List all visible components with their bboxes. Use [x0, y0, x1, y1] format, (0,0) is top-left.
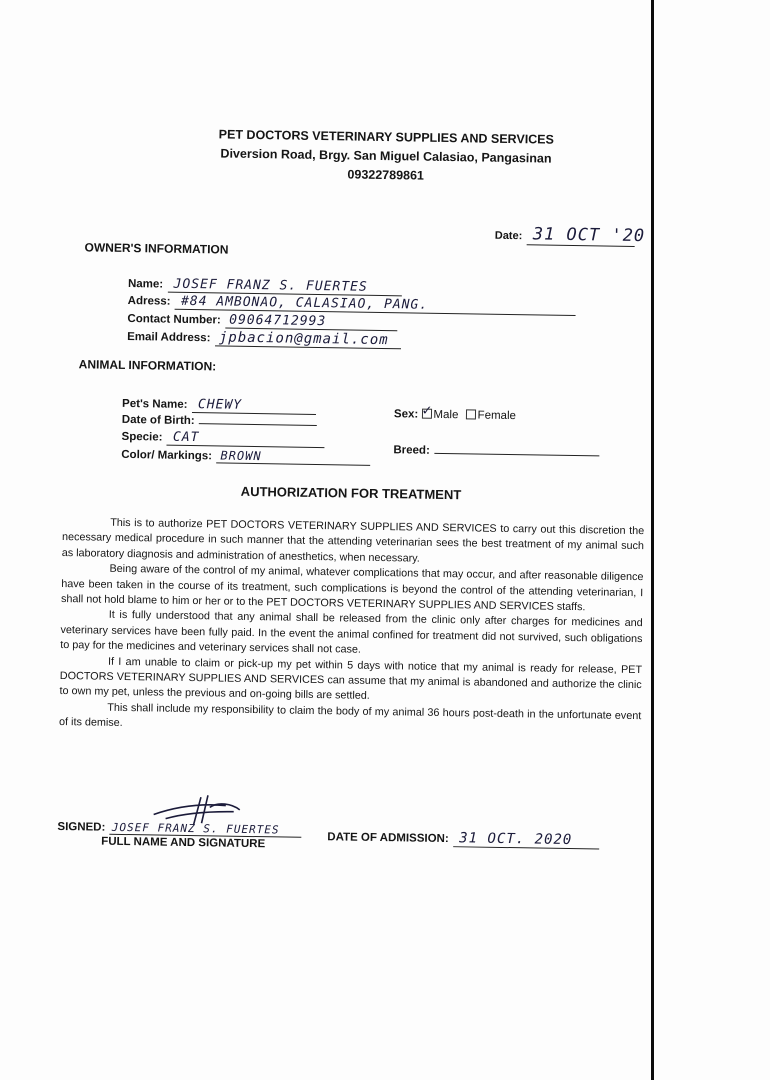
authorization-paragraph: If I am unable to claim or pick-up my pet within 5 days with notice that my animal is ready for release, PET DOCTORS VETERINARY SUPPLIES AND SERVICES can assume that my animal is abandoned and authorize the clinic to own my pet, unless the previous and on-going bills are settled. — [59, 655, 643, 703]
breed-value — [434, 441, 599, 457]
owner-name-label: Name: — [127, 278, 164, 291]
owner-contact-value: 09064712993 — [225, 313, 397, 332]
owner-email-label: Email Address: — [127, 331, 211, 345]
authorization-paragraph: Being aware of the control of my animal, whatever complications that may occur, and after reasonable diligence have been taken in the course of its treatment, such complications is beyond the control of the attending veterinarian, I shall not hold blame to him or her or to the PET DOCTORS VETERINARY SUPPLIES AND SERVICES staffs. — [60, 562, 644, 614]
authorization-paragraph: This shall include my responsibility to claim the body of my animal 36 hours post-death in the unfortunate event of its demise. — [59, 701, 642, 730]
owner-address-value: #84 AMBONAO, CALASIAO, PANG. — [175, 294, 576, 316]
sex-label: Sex: — [393, 408, 419, 421]
signed-label: SIGNED: — [57, 820, 106, 834]
date-value: 31 OCT '20 — [527, 224, 635, 247]
owner-heading: OWNER'S INFORMATION — [84, 240, 229, 257]
date-label: Date: — [494, 229, 523, 243]
pet-color-row — [121, 445, 370, 467]
owner-address-label: Adress: — [127, 295, 171, 308]
admission-date-value: 31 OCT. 2020 — [453, 830, 599, 849]
sex-male-label: Male — [433, 408, 459, 422]
pet-name-value: CHEWY — [192, 397, 316, 415]
breed-label: Breed: — [393, 444, 430, 457]
authorization-title: AUTHORIZATION FOR TREATMENT — [240, 483, 462, 503]
checkmark-icon: ✓ — [421, 402, 433, 418]
business-address: Diversion Road, Brgy. San Miguel Calasiao, Pangasinan — [220, 146, 552, 166]
animal-heading: ANIMAL INFORMATION: — [78, 357, 217, 374]
breed-row — [393, 440, 599, 461]
date-row — [494, 224, 646, 247]
authorization-body — [59, 515, 644, 740]
pet-color-value: BROWN — [216, 448, 370, 465]
sex-row — [393, 402, 517, 423]
business-name: PET DOCTORS VETERINARY SUPPLIES AND SERVICES — [218, 127, 555, 147]
pet-color-label: Color/ Markings: — [121, 448, 213, 463]
sex-male-checkbox — [421, 402, 433, 419]
admission-row — [327, 827, 599, 849]
owner-contact-label: Contact Number: — [127, 313, 221, 327]
pet-specie-value: CAT — [167, 430, 325, 448]
authorization-paragraph: It is fully understood that any animal shall be released from the clinic only after charges for medicines and veterinary services have been fully paid. In the event the animal confined for treatment did not survived, such obligations to pay for the medicines and veterinary services shall not case. — [60, 609, 643, 656]
pet-name-label: Pet's Name: — [122, 397, 188, 411]
signature-caption: FULL NAME AND SIGNATURE — [101, 835, 266, 851]
authorization-paragraph: This is to authorize PET DOCTORS VETERINARY SUPPLIES AND SERVICES to carry out this discretion the necessary medical procedure in such manner that the attending veterinarian sees the best treatment of my animal such as laboratory diagnosis and administration of anesthetics, when necessary. — [61, 516, 645, 565]
business-phone: 09322789861 — [347, 167, 425, 183]
signed-row — [57, 817, 302, 839]
owner-name-value: JOSEF FRANZ S. FUERTES — [167, 277, 401, 297]
sex-female-checkbox — [466, 409, 476, 419]
signed-name-value: JOSEF FRANZ S. FUERTES — [110, 821, 302, 838]
sex-female-label: Female — [477, 409, 517, 423]
admission-label: DATE OF ADMISSION: — [327, 831, 449, 846]
owner-email-value: jpbacion@gmail.com — [215, 329, 401, 349]
owner-email-row — [127, 327, 401, 349]
pet-specie-label: Specie: — [121, 430, 163, 444]
pet-dob-label: Date of Birth: — [121, 413, 195, 428]
pet-dob-value — [199, 411, 317, 426]
